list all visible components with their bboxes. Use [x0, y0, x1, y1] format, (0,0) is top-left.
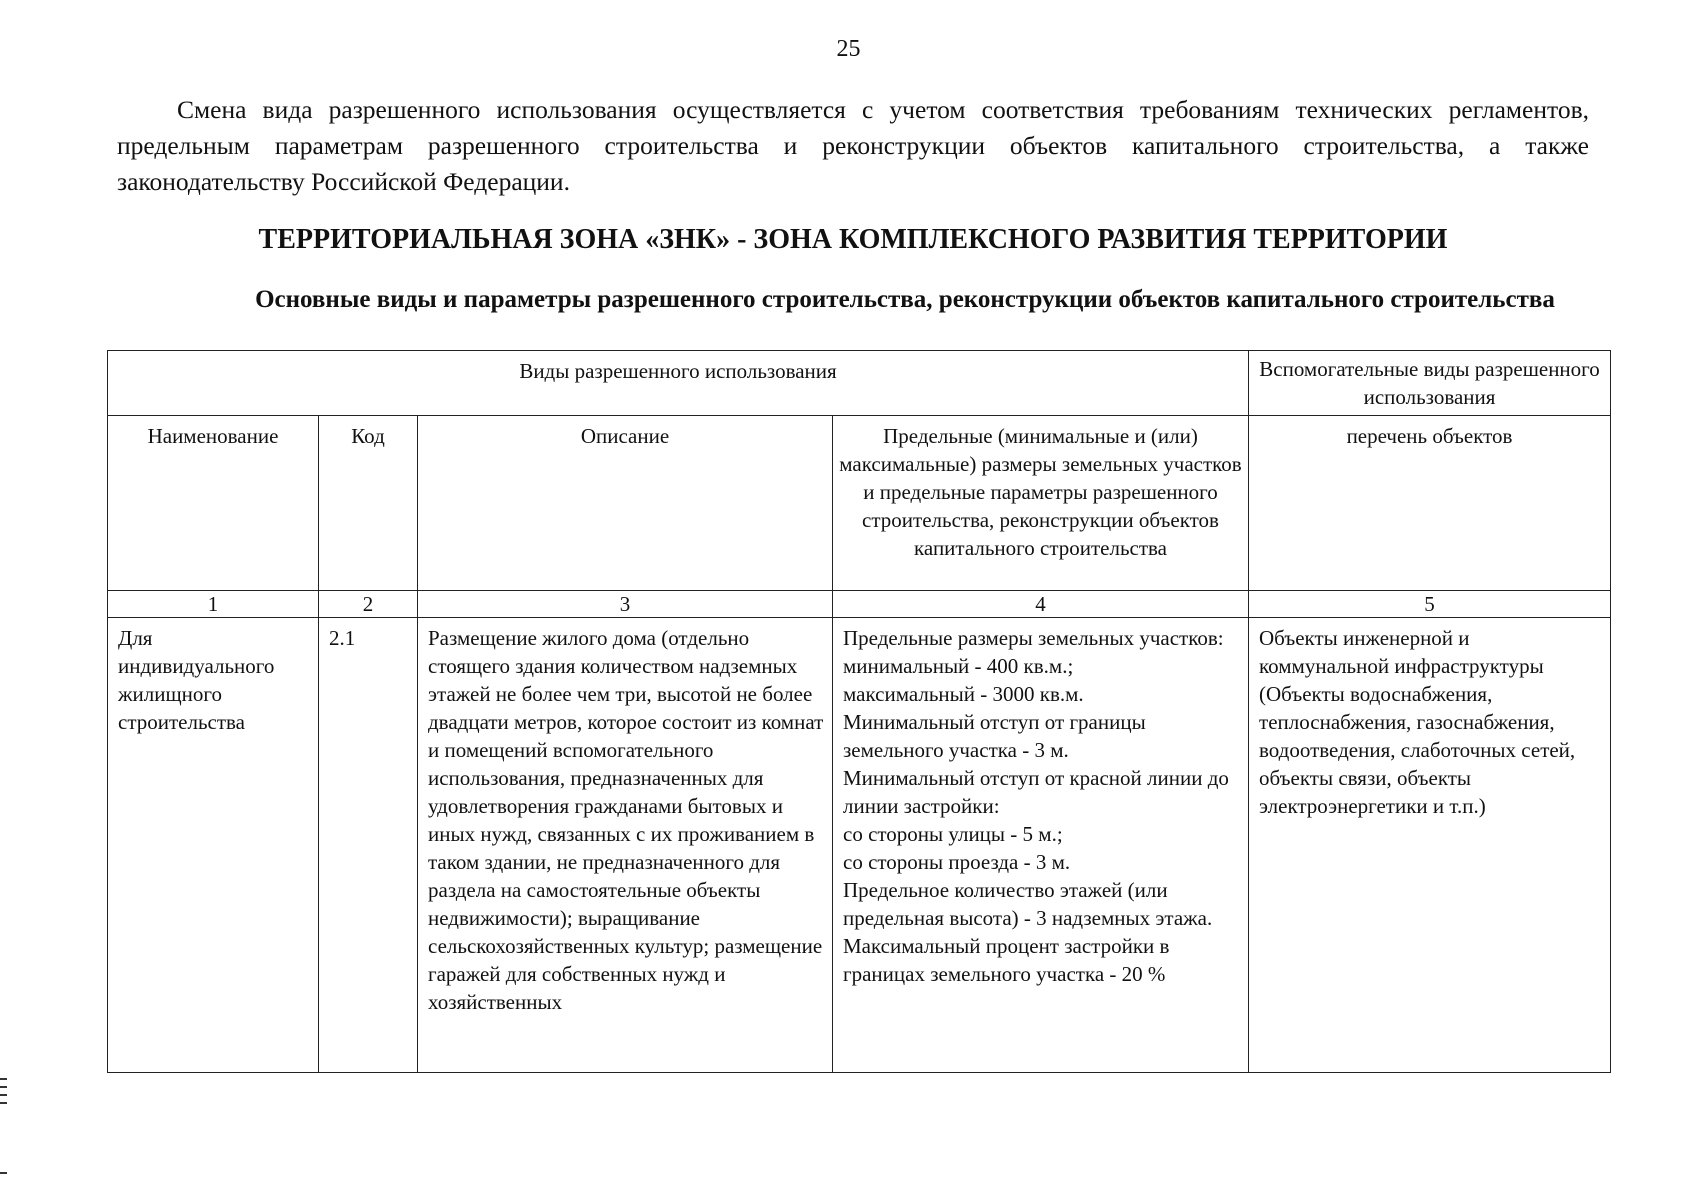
row-name: Для индивидуального жилищного строительства [118, 626, 275, 734]
table-caption: Основные виды и параметры разрешенного строительства, реконструкции объектов капитального строительства [255, 286, 1555, 313]
table-column-header-row [108, 416, 1611, 591]
table-row [108, 618, 1611, 1073]
column-header-parameters: Предельные (минимальные и (или) максимальные) размеры земельных участков и предельные параметры разрешенного строительства, реконструкции объектов капитального строительства [833, 416, 1249, 591]
scan-edge-marks [0, 1050, 8, 1180]
row-description-cell [418, 618, 833, 1073]
row-code: 2.1 [329, 626, 356, 650]
page-number: 25 [836, 36, 861, 62]
row-name-cell [108, 618, 319, 1073]
column-header-objects-list: перечень объектов [1249, 416, 1611, 591]
column-header-description: Описание [418, 416, 833, 591]
column-number-1: 1 [108, 591, 319, 618]
group-header-cell: Виды разрешенного использования [108, 351, 1249, 416]
permitted-use-table [107, 350, 1611, 1073]
column-header-code: Код [319, 416, 418, 591]
column-number-3: 3 [418, 591, 833, 618]
column-number-row [108, 591, 1611, 618]
zone-title: ТЕРРИТОРИАЛЬНАЯ ЗОНА «ЗНК» - ЗОНА КОМПЛЕКСНОГО РАЗВИТИЯ ТЕРРИТОРИИ [258, 224, 1448, 255]
row-description: Размещение жилого дома (отдельно стоящего здания количеством надземных этажей не более чем три, высотой не более двадцати метров, которое состоит из комнат и помещений вспомогательного использования, предназначенных для удовлетворения гражданами бытовых и иных нужд, связанных с их проживанием в таком здании, не предназначенного для раздела на самостоятельные объекты недвижимости); выращивание сельскохозяйственных культур; размещение гаражей для собственных нужд и хозяйственных [428, 626, 824, 1014]
table-group-header-row [108, 351, 1611, 416]
row-code-cell [319, 618, 418, 1073]
row-aux-objects-cell [1249, 618, 1611, 1073]
column-number-4: 4 [833, 591, 1249, 618]
row-aux-objects: Объекты инженерной и коммунальной инфраструктуры (Объекты водоснабжения, теплоснабжения, газоснабжения, водоотведения, слаботочных сетей, объекты связи, объекты электроэнергетики и т.п.) [1259, 626, 1576, 818]
column-number-2: 2 [319, 591, 418, 618]
column-header-name: Наименование [108, 416, 319, 591]
aux-header-cell: Вспомогательные виды разрешенного использования [1249, 351, 1611, 416]
intro-paragraph: Смена вида разрешенного использования осуществляется с учетом соответствия требованиям технических регламентов, предельным параметрам разрешенного строительства и реконструкции объектов капитального строительства, а также законодательству Российской Федерации. [117, 95, 1589, 196]
column-number-5: 5 [1249, 591, 1611, 618]
row-parameters-cell [833, 618, 1249, 1073]
row-parameters: Предельные размеры земельных участков: минимальный - 400 кв.м.; максимальный - 3000 кв.м. Минимальный отступ от границы земельного участка - 3 м. Минимальный отступ от красной линии до линии застройки: со стороны улицы - 5 м.; со стороны проезда - 3 м. Предельное количество этажей (или предельная высота) - 3 надземных этажа. Максимальный процент застройки в границах земельного участка - 20 % [843, 626, 1229, 986]
